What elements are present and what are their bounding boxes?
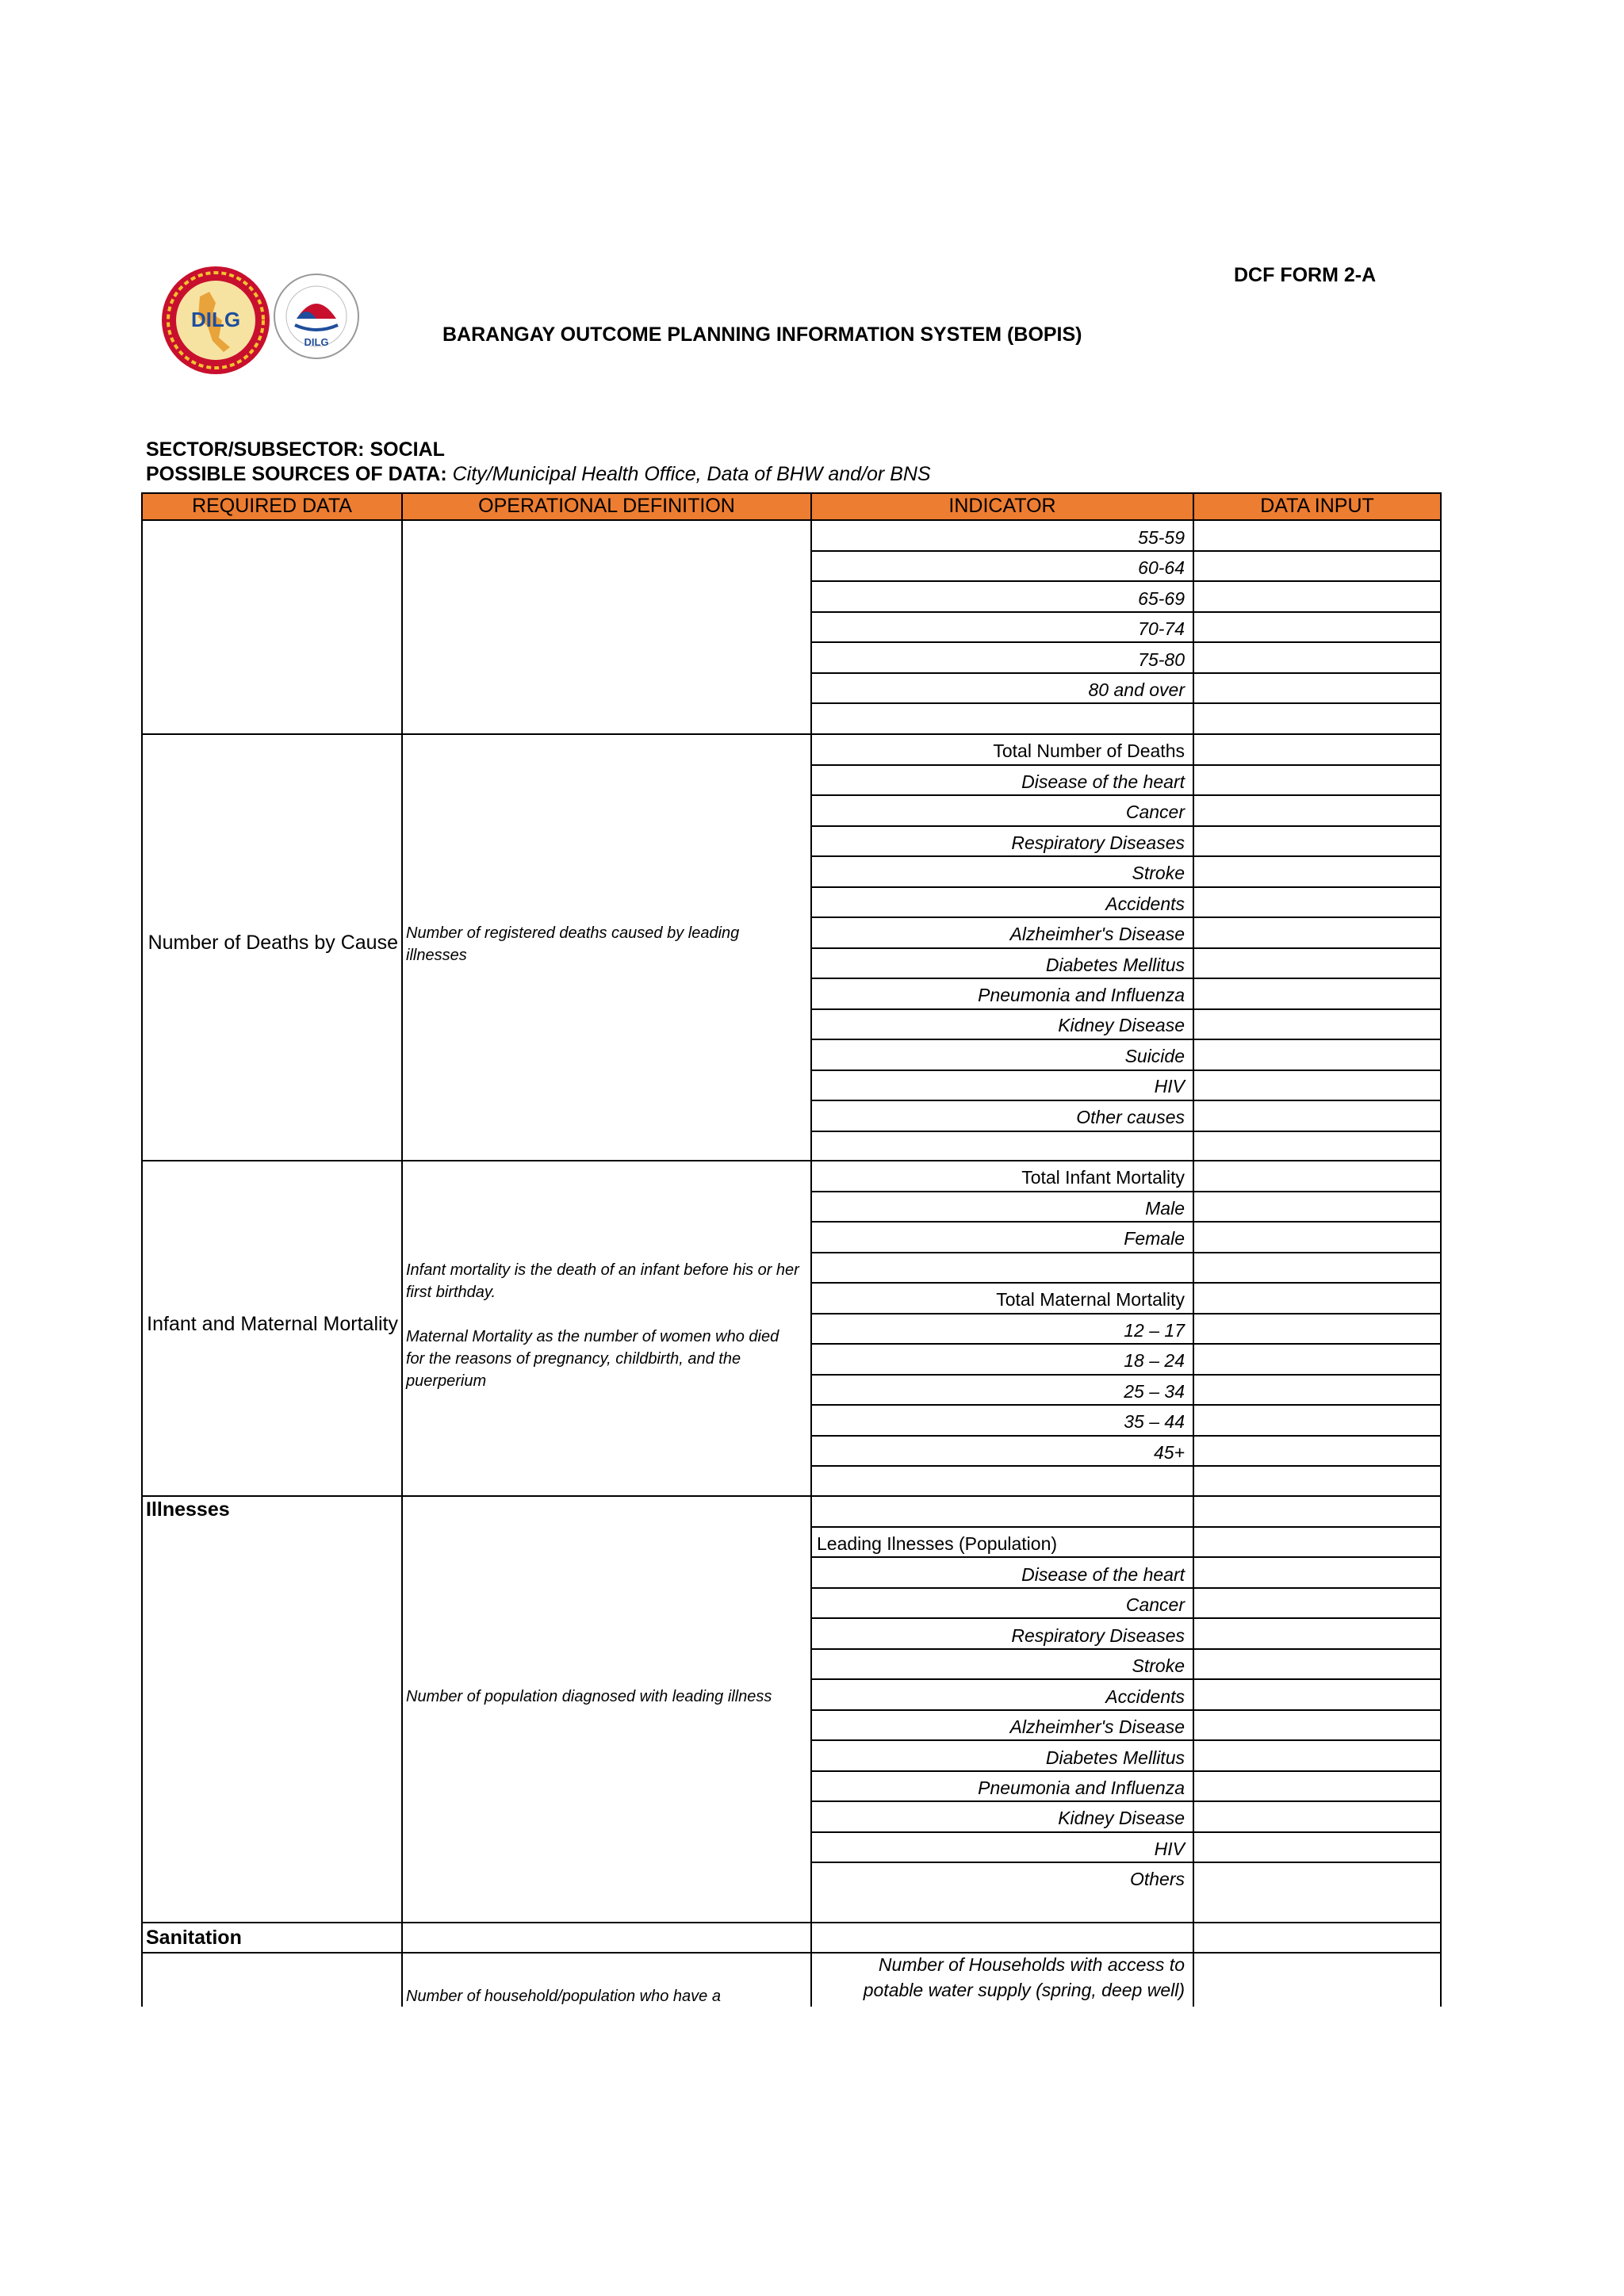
- indicator-total-infant-mortality: Total Infant Mortality: [1021, 1167, 1185, 1188]
- indicator-illness: Diabetes Mellitus: [1045, 1747, 1185, 1768]
- indicator-death-cause: Kidney Disease: [1058, 1015, 1185, 1035]
- required-data-deaths-by-cause: Number of Deaths by Cause: [147, 932, 398, 954]
- nbos-seal-logo: [273, 273, 360, 360]
- indicator-death-cause: Accidents: [1105, 894, 1185, 914]
- grid-line: [141, 1922, 1442, 1923]
- indicator-illness: Respiratory Diseases: [1011, 1625, 1185, 1646]
- svg-text:DILG: DILG: [304, 336, 329, 348]
- grid-line: [401, 492, 403, 2007]
- grid-line: [141, 1952, 1442, 1954]
- section-title-illnesses: Illnesses: [146, 1498, 230, 1521]
- indicator-maternal-age: 25 – 34: [1124, 1381, 1185, 1402]
- indicator-death-cause: HIV: [1154, 1076, 1185, 1096]
- indicator-maternal-age: 18 – 24: [1124, 1350, 1185, 1371]
- indicator-age-70-74: 70-74: [1138, 618, 1185, 639]
- definition-sanitation: Number of household/population who have a: [406, 1988, 721, 2005]
- indicator-maternal-age: 35 – 44: [1124, 1411, 1185, 1432]
- indicator-age-55-59: 55-59: [1138, 527, 1185, 548]
- definition-deaths-by-cause: Number of registered deaths caused by leading illnesses: [406, 924, 740, 964]
- grid-line: [141, 1160, 1442, 1161]
- section-title-sanitation: Sanitation: [146, 1927, 242, 1949]
- grid-line: [1440, 492, 1442, 2007]
- sector-label: SECTOR/SUBSECTOR: SOCIAL: [146, 438, 445, 461]
- page-title: BARANGAY OUTCOME PLANNING INFORMATION SYSTEM (BOPIS): [442, 323, 1082, 346]
- indicator-infant-female: Female: [1124, 1228, 1185, 1249]
- indicator-total-deaths: Total Number of Deaths: [993, 740, 1185, 761]
- grid-line: [810, 1526, 1442, 1528]
- definition-illnesses: Number of population diagnosed with leading illness: [406, 1688, 772, 1705]
- column-header-operational-definition: OPERATIONAL DEFINITION: [478, 495, 735, 517]
- indicator-maternal-age: 12 – 17: [1124, 1320, 1185, 1341]
- grid-line: [141, 492, 1442, 494]
- grid-line: [141, 519, 1442, 521]
- definition-infant-mortality: Infant mortality is the death of an infant before his or her first birthday.: [406, 1261, 799, 1301]
- sources-line: [146, 463, 931, 486]
- column-header-data-input: DATA INPUT: [1260, 495, 1374, 517]
- indicator-total-maternal-mortality: Total Maternal Mortality: [996, 1289, 1185, 1310]
- indicator-age-80-and-over: 80 and over: [1088, 679, 1185, 700]
- indicator-death-cause: Other causes: [1076, 1107, 1185, 1127]
- indicator-death-cause: Alzheimher's Disease: [1009, 924, 1185, 944]
- grid-line: [141, 492, 143, 2007]
- indicator-illness: Others: [1129, 1869, 1185, 1889]
- grid-line: [1193, 492, 1194, 2007]
- dilg-seal-logo: [160, 265, 271, 376]
- indicator-death-cause: Cancer: [1125, 802, 1185, 822]
- indicator-leading-illnesses-total: Leading Ilnesses (Population): [817, 1533, 1058, 1554]
- indicator-illness: Pneumonia and Influenza: [978, 1777, 1185, 1798]
- sources-value: City/Municipal Health Office, Data of BHW and/or BNS: [446, 463, 931, 485]
- definition-maternal-mortality: Maternal Mortality as the number of women who died for the reasons of pregnancy, childbirth, and the puerperium: [406, 1328, 779, 1390]
- indicator-illness: HIV: [1154, 1839, 1185, 1859]
- indicator-death-cause: Diabetes Mellitus: [1045, 955, 1185, 975]
- grid-line: [141, 733, 1442, 735]
- column-header-indicator: INDICATOR: [948, 495, 1056, 517]
- indicator-illness: Stroke: [1132, 1655, 1185, 1676]
- indicator-death-cause: Disease of the heart: [1021, 771, 1185, 792]
- indicator-age-60-64: 60-64: [1138, 557, 1185, 578]
- grid-line: [141, 1495, 1442, 1497]
- required-data-infant-maternal-mortality: Infant and Maternal Mortality: [147, 1313, 398, 1335]
- indicator-age-75-80: 75-80: [1138, 649, 1185, 670]
- indicator-death-cause: Pneumonia and Influenza: [978, 985, 1185, 1005]
- svg-text:DILG: DILG: [190, 308, 241, 331]
- indicator-infant-male: Male: [1145, 1198, 1185, 1219]
- indicator-illness: Accidents: [1105, 1686, 1185, 1707]
- indicator-potable-water-line2: potable water supply (spring, deep well): [863, 1980, 1185, 2000]
- grid-line: [810, 1282, 1442, 1284]
- indicator-potable-water-line1: Number of Households with access to: [878, 1954, 1185, 1975]
- indicator-death-cause: Suicide: [1124, 1046, 1185, 1066]
- column-header-required-data: REQUIRED DATA: [192, 495, 352, 517]
- indicator-illness: Disease of the heart: [1021, 1564, 1185, 1585]
- sources-label: POSSIBLE SOURCES OF DATA:: [146, 463, 447, 485]
- indicator-age-65-69: 65-69: [1138, 588, 1185, 609]
- indicator-death-cause: Stroke: [1132, 863, 1185, 883]
- indicator-illness: Kidney Disease: [1058, 1808, 1185, 1828]
- indicator-illness: Alzheimher's Disease: [1009, 1716, 1185, 1737]
- indicator-death-cause: Respiratory Diseases: [1011, 832, 1185, 853]
- form-code: DCF FORM 2-A: [1234, 264, 1377, 286]
- indicator-illness: Cancer: [1125, 1594, 1185, 1615]
- indicator-maternal-age: 45+: [1153, 1442, 1185, 1463]
